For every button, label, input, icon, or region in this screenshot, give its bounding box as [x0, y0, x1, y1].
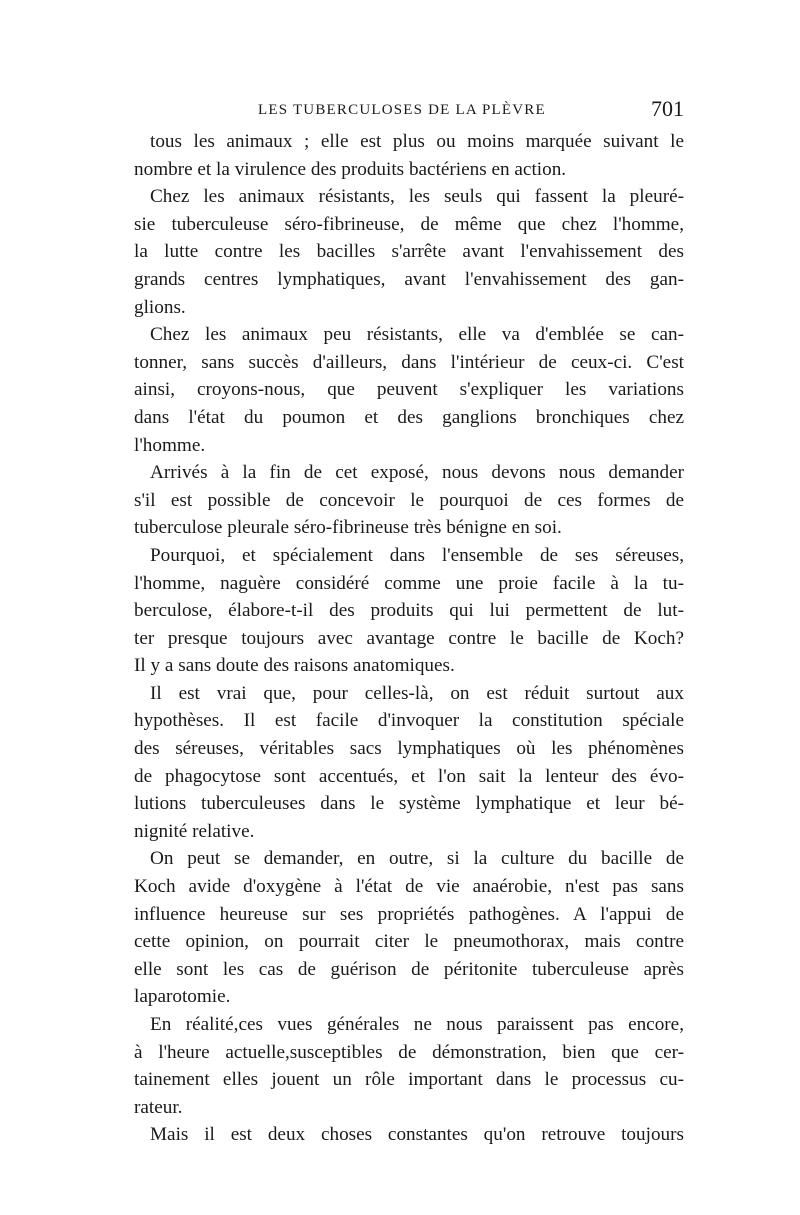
text-line: En réalité,ces vues générales ne nous paraissent pas encore, — [150, 1014, 684, 1035]
text-line: l'homme. — [134, 434, 206, 456]
paragraph — [134, 542, 684, 680]
body-text — [134, 128, 684, 1149]
text-line: nombre et la virulence des produits bactériens en action. — [134, 158, 567, 180]
text-line: Il est vrai que, pour celles-là, on est réduit surtout aux — [150, 682, 684, 704]
text-line: des séreuses, véritables sacs lymphatiques où les phénomènes — [134, 738, 684, 760]
text-line: Chez les animaux peu résistants, elle va d'emblée se can- — [150, 324, 684, 346]
text-line: glions. — [134, 296, 186, 318]
text-line: Chez les animaux résistants, les seuls qui fassent la pleuré- — [150, 186, 684, 208]
paragraph — [134, 845, 684, 1011]
text-line: tous les animaux ; elle est plus ou moins marquée suivant le — [150, 131, 684, 152]
text-line: à l'heure actuelle,susceptibles de démonstration, bien que cer- — [134, 1041, 684, 1063]
page-header — [134, 98, 684, 122]
paragraph — [134, 1121, 684, 1149]
text-line: dans l'état du poumon et des ganglions bronchiques chez — [134, 406, 684, 428]
running-title: LES TUBERCULOSES DE LA PLÈVRE — [258, 102, 546, 118]
text-line: ainsi, croyons-nous, que peuvent s'expliquer les variations — [134, 379, 684, 401]
text-line: rateur. — [134, 1096, 183, 1118]
text-line: ter presque toujours avec avantage contre le bacille de Koch? — [134, 627, 684, 649]
text-line: Mais il est deux choses constantes qu'on retrouve toujours — [150, 1124, 684, 1146]
text-line: tonner, sans succès d'ailleurs, dans l'intérieur de ceux-ci. C'est — [134, 351, 684, 373]
text-line: nignité relative. — [134, 820, 255, 842]
text-line: sie tuberculeuse séro-fibrineuse, de même que chez l'homme, — [134, 213, 684, 235]
text-line: Arrivés à la fin de cet exposé, nous devons nous demander — [150, 462, 684, 484]
text-line: cette opinion, on pourrait citer le pneumothorax, mais contre — [134, 931, 684, 953]
text-line: Koch avide d'oxygène à l'état de vie anaérobie, n'est pas sans — [134, 876, 684, 898]
text-line: de phagocytose sont accentués, et l'on sait la lenteur des évo- — [134, 765, 684, 787]
text-line: l'homme, naguère considéré comme une proie facile à la tu- — [134, 572, 684, 594]
text-line: berculose, élabore-t-il des produits qui lui permettent de lut- — [134, 600, 684, 622]
text-line: grands centres lymphatiques, avant l'envahissement des gan- — [134, 268, 684, 290]
page-number: 701 — [651, 96, 684, 121]
text-line: Il y a sans doute des raisons anatomiques. — [134, 655, 455, 677]
text-line: hypothèses. Il est facile d'invoquer la constitution spéciale — [134, 710, 684, 732]
text-line: laparotomie. — [134, 986, 231, 1008]
text-line: tuberculose pleurale séro-fibrineuse très bénigne en soi. — [134, 517, 562, 539]
text-line: Pourquoi, et spécialement dans l'ensemble de ses séreuses, — [150, 544, 684, 566]
text-line: lutions tuberculeuses dans le système lymphatique et leur bé- — [134, 793, 684, 815]
paragraph — [134, 183, 684, 321]
paragraph — [134, 321, 684, 459]
paragraph — [134, 680, 684, 846]
paragraph — [134, 128, 684, 183]
text-line: s'il est possible de concevoir le pourquoi de ces formes de — [134, 489, 684, 511]
text-line: la lutte contre les bacilles s'arrête avant l'envahissement des — [134, 241, 684, 263]
paragraph — [134, 1011, 684, 1121]
text-line: elle sont les cas de guérison de péritonite tuberculeuse après — [134, 958, 684, 980]
text-line: tainement elles jouent un rôle important dans le processus cu- — [134, 1069, 684, 1091]
text-line: influence heureuse sur ses propriétés pathogènes. A l'appui de — [134, 903, 684, 925]
text-line: On peut se demander, en outre, si la culture du bacille de — [150, 848, 684, 870]
paragraph — [134, 459, 684, 542]
